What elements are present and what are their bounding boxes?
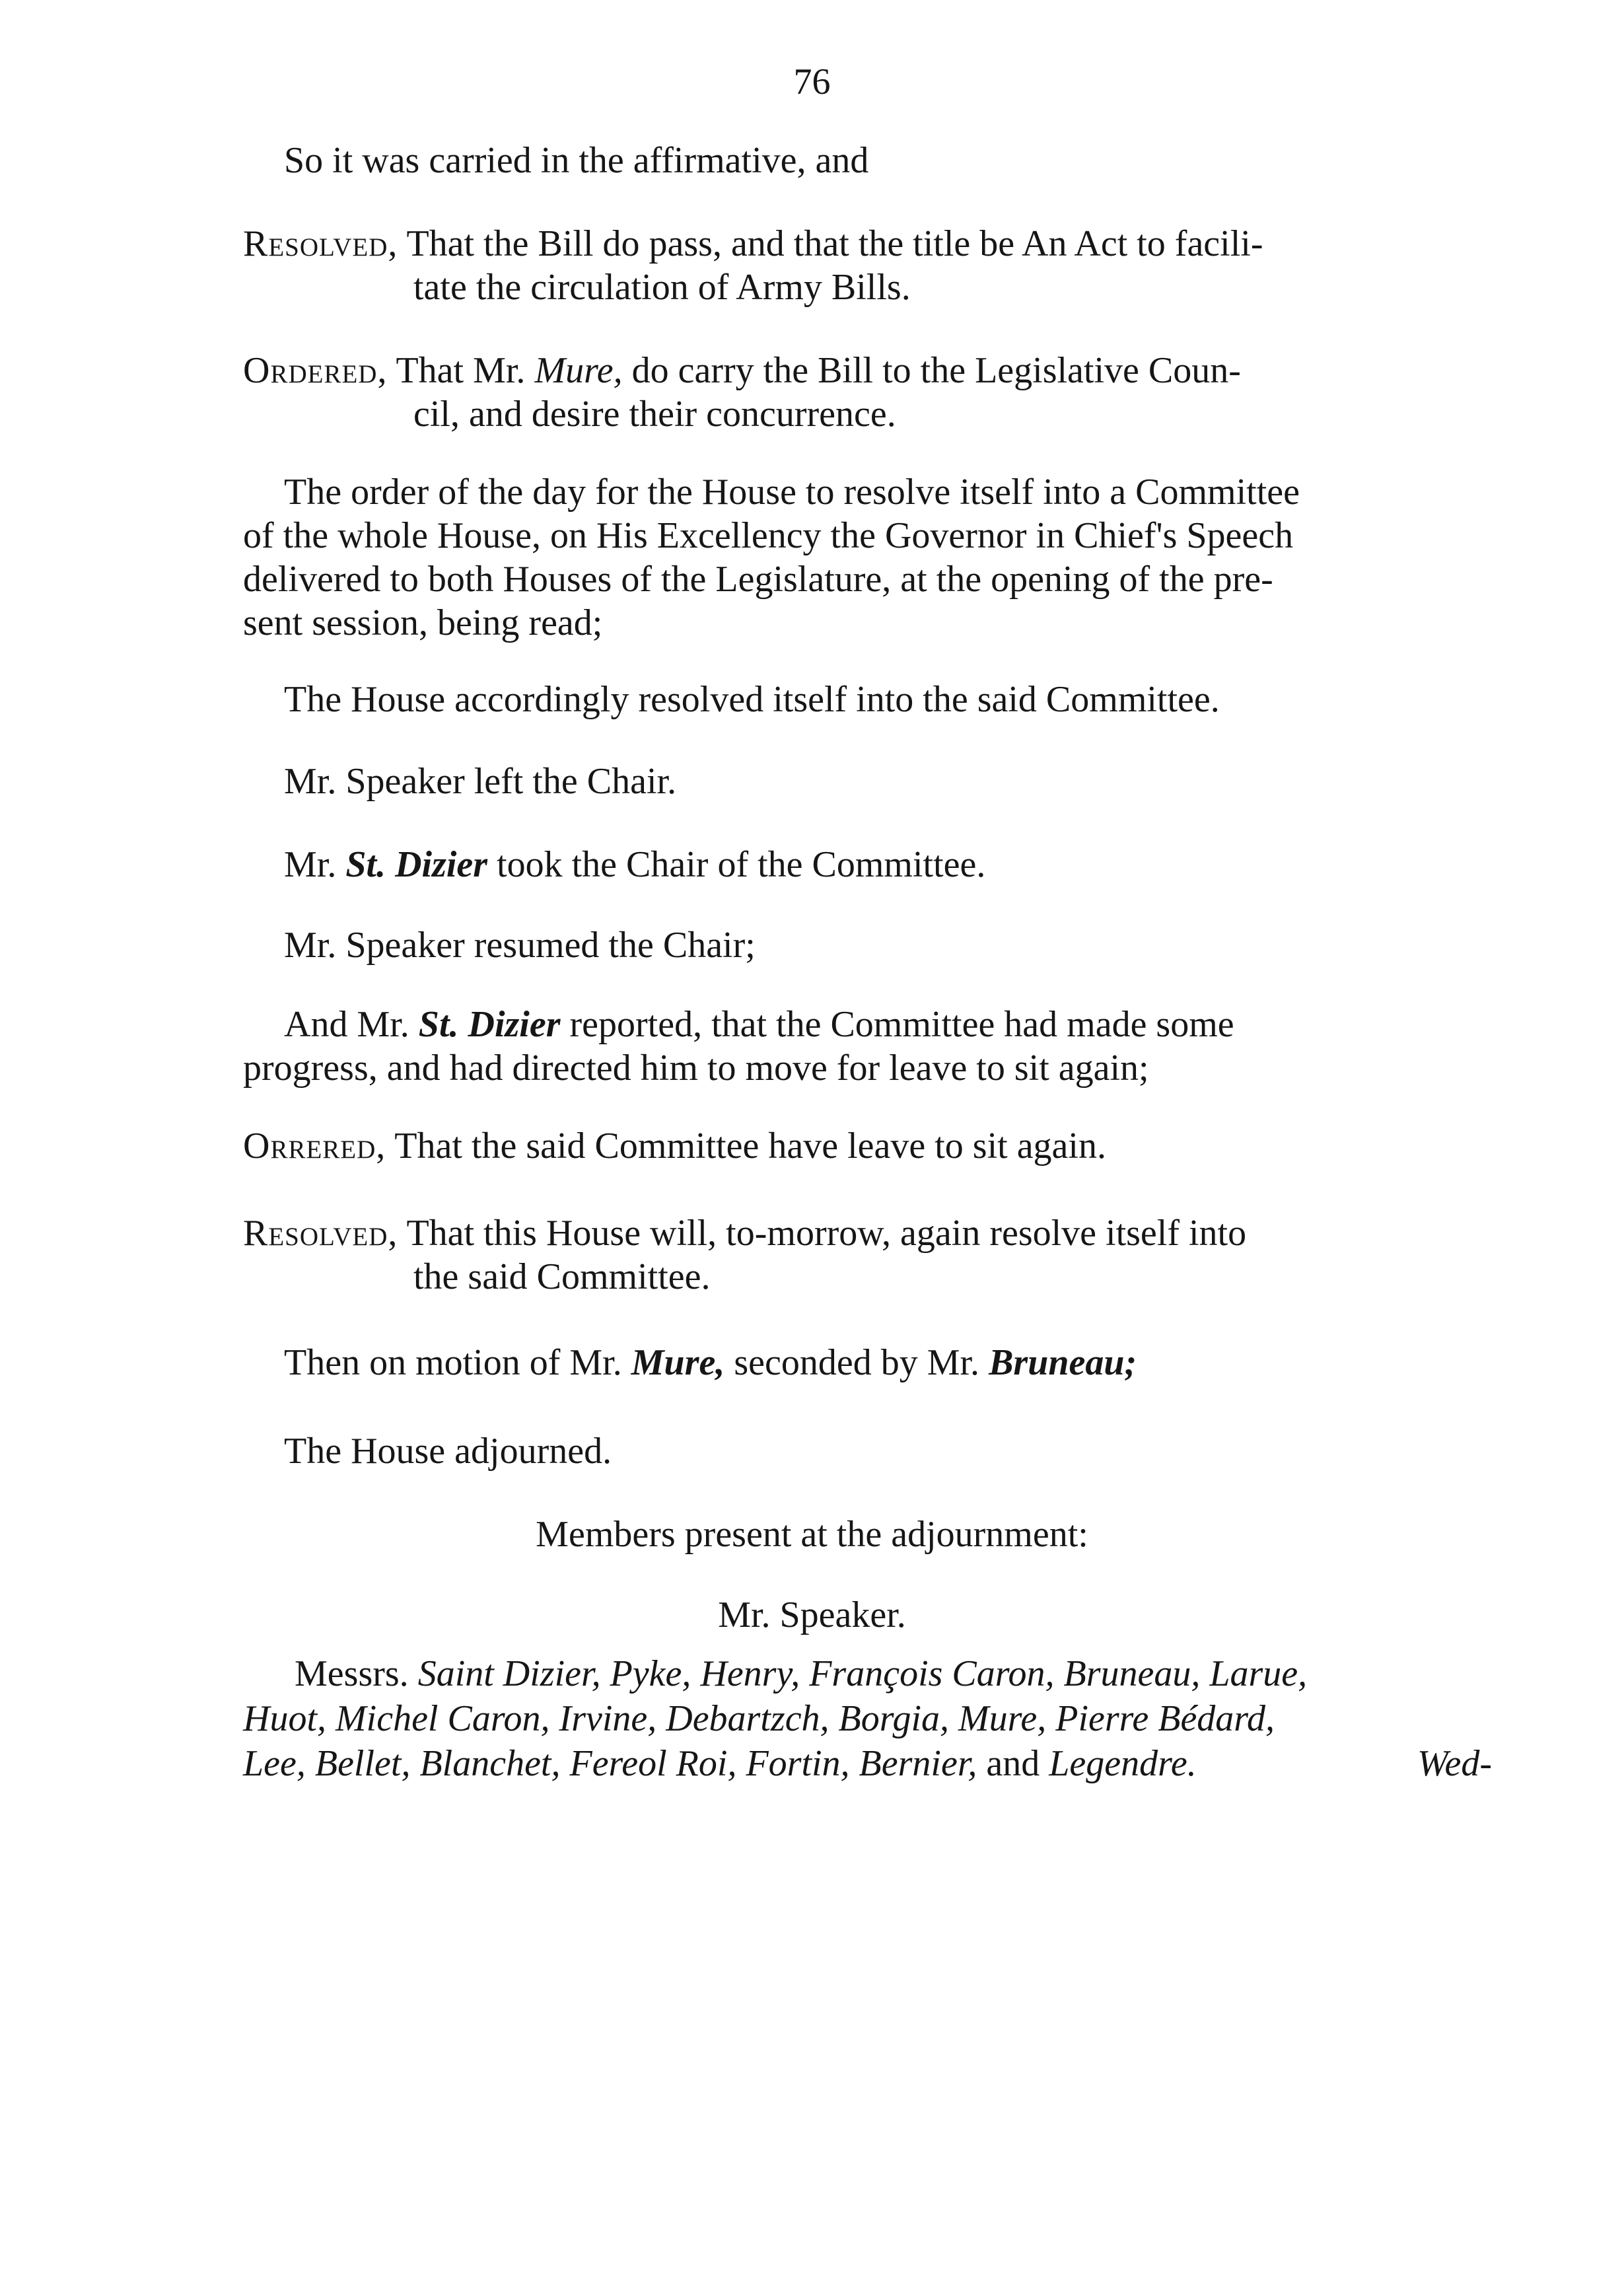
order-carry-bill: Ordered, That Mr. Mure, do carry the Bill to the Legislative Coun- cil, and desire their concurrence. <box>243 349 1492 436</box>
members-line-3: Lee, Bellet, Blanchet, Fereol Roi, Fortin, Bernier, <box>243 1743 977 1784</box>
paragraph-motion: Then on motion of Mr. Mure, seconded by Mr. Bruneau; <box>284 1342 1137 1383</box>
paragraph-resolved-committee: The House accordingly resolved itself into the said Committee. <box>284 679 1220 720</box>
order-leave-to-sit: Orrered, That the said Committee have leave to sit again. <box>243 1126 1106 1166</box>
messrs-label: Messrs. <box>295 1653 409 1694</box>
resolution-bill-pass <box>243 222 1492 309</box>
paragraph-carried: So it was carried in the affirmative, and <box>284 140 869 181</box>
catchword: Wed- <box>1417 1743 1492 1784</box>
members-heading: Members present at the adjournment: <box>536 1514 1088 1555</box>
resolved-label: Resolved, <box>243 223 398 264</box>
member-name: Mure, <box>534 350 623 391</box>
paragraph-report: And Mr. St. Dizier reported, that the Committee had made some progress, and had directed him to move for leave to sit again; <box>243 1004 1234 1089</box>
members-line-1: Saint Dizier, Pyke, Henry, François Caron, Bruneau, Larue, <box>417 1653 1308 1694</box>
ordered-label: Orrered, <box>243 1126 386 1166</box>
paragraph-speaker-left: Mr. Speaker left the Chair. <box>284 761 677 802</box>
page-number: 76 <box>793 61 831 102</box>
resolved-label: Resolved, <box>243 1213 398 1254</box>
ordered-label: Ordered, <box>243 350 388 391</box>
order-continuation: cil, and desire their concurrence. <box>413 394 896 435</box>
member-name: St. Dizier <box>345 844 488 885</box>
resolution-tomorrow: Resolved, That this House will, to-morrow, again resolve itself into the said Committee. <box>243 1211 1492 1299</box>
member-name: Bruneau; <box>989 1342 1137 1383</box>
resolution-continuation: the said Committee. <box>413 1256 711 1297</box>
paragraph-took-chair: Mr. St. Dizier took the Chair of the Committee. <box>284 844 986 885</box>
paragraph-speaker-resumed: Mr. Speaker resumed the Chair; <box>284 925 756 966</box>
paragraph-adjourned: The House adjourned. <box>284 1431 612 1472</box>
member-name: St. Dizier <box>418 1004 561 1045</box>
members-line-2: Huot, Michel Caron, Irvine, Debartzch, Borgia, Mure, Pierre Bédard, <box>243 1698 1275 1739</box>
member-name: Mure, <box>631 1342 725 1383</box>
resolution-continuation: tate the circulation of Army Bills. <box>413 267 911 308</box>
members-list: Messrs. Saint Dizier, Pyke, Henry, François Caron, Bruneau, Larue, Huot, Michel Caron, Irvine, Debartzch, Borgia, Mure, Pierre Bédard, Lee, Bellet, Blanchet, Fereol Roi, Fortin, Bernier, and Legendre. Wed- <box>243 1651 1492 1786</box>
speaker-line: Mr. Speaker. <box>718 1594 906 1635</box>
resolution-text: That the Bill do pass, and that the title be An Act to facili- <box>406 223 1263 264</box>
paragraph-order-of-day: The order of the day for the House to resolve itself into a Committee of the whole House, on His Excellency the Governor in Chief's Speech delivered to both Houses of the Legislature, at the opening of the pre- sent session, being read; <box>243 472 1300 643</box>
